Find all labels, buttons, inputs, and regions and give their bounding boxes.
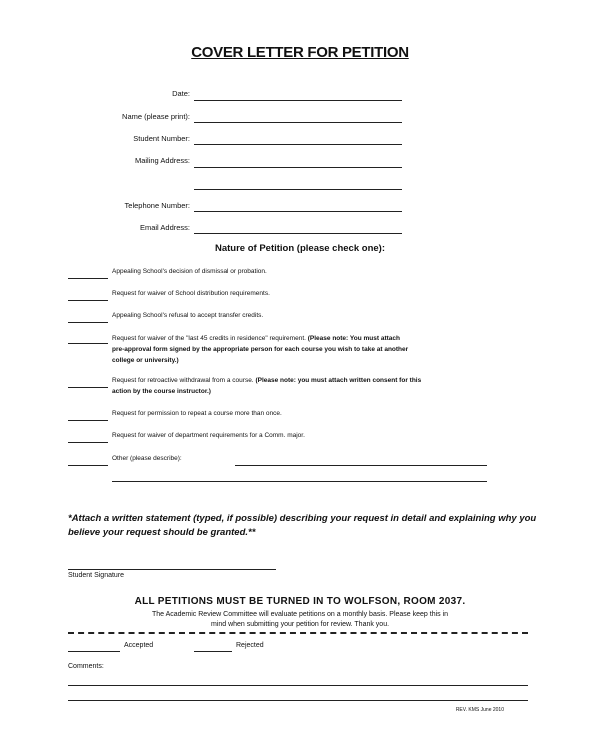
office-use-divider [68,632,528,634]
comments-line-1[interactable] [68,685,528,686]
option-5-note-2: action by the course instructor.) [112,388,211,395]
attach-statement-note: *Attach a written statement (typed, if possible) describing your request in detail and explaining why you believe your request should be granted.** [68,513,537,538]
turn-in-heading: ALL PETITIONS MUST BE TURNED IN TO WOLFSON, ROOM 2037. [134,596,466,607]
date-label: Date: [172,89,190,98]
option-2-text: Request for waiver of School distribution requirements. [112,290,270,297]
student-signature-label: Student Signature [68,572,125,579]
option-5-block [112,375,482,397]
other-describe-field[interactable] [235,465,487,466]
review-note-line-1: The Academic Review Committee will evaluate petitions on a monthly basis. Please keep this in [151,611,449,618]
option-7-checkline[interactable] [68,442,108,443]
option-5-text: Request for retroactive withdrawal from a course. [112,377,254,384]
telephone-field[interactable] [194,211,402,212]
option-7-text: Request for waiver of department requirements for a Comm. major. [112,432,305,439]
option-4-note-2: pre-approval form signed by the appropriate person for each course you wish to take at another [112,346,409,353]
student-number-label: Student Number: [133,134,190,143]
accepted-field[interactable] [68,651,120,652]
option-8-text: Other (please describe): [112,455,182,462]
revision-footer: REV. KMS June 2010 [455,707,504,713]
comments-label: Comments: [68,663,104,670]
signature-field[interactable] [68,569,276,570]
mailing-address-label: Mailing Address: [134,156,190,165]
review-note-line-2: mind when submitting your petition for review. Thank you. [210,621,390,628]
name-label: Name (please print): [122,112,190,121]
date-field[interactable] [194,100,402,101]
option-4-block [112,333,472,366]
option-6-checkline[interactable] [68,420,108,421]
email-label: Email Address: [139,223,190,232]
option-5-checkline[interactable] [68,387,108,388]
rejected-field[interactable] [194,651,232,652]
option-4-note: (Please note: You must attach [307,335,400,342]
option-3-text: Appealing School's refusal to accept transfer credits. [112,312,264,319]
option-4-checkline[interactable] [68,343,108,344]
option-1-text: Appealing School's decision of dismissal or probation. [112,268,267,275]
email-field[interactable] [194,233,402,234]
mailing-address-field[interactable] [194,167,402,168]
option-8-checkline[interactable] [68,465,108,466]
name-field[interactable] [194,122,402,123]
student-number-field[interactable] [194,144,402,145]
option-4-text: Request for waiver of the "last 45 credits in residence" requirement. [112,335,306,342]
nature-of-petition-heading: Nature of Petition (please check one): [215,243,385,254]
option-4-note-3: college or university.) [112,357,179,364]
telephone-label: Telephone Number: [124,201,190,210]
option-6-text: Request for permission to repeat a course more than once. [112,410,282,417]
rejected-label: Rejected [236,642,264,649]
page-title: COVER LETTER FOR PETITION [191,44,409,61]
option-1-checkline[interactable] [68,278,108,279]
accepted-label: Accepted [124,642,154,649]
option-3-checkline[interactable] [68,322,108,323]
other-describe-field-2[interactable] [112,481,487,482]
review-note [0,610,600,630]
option-2-checkline[interactable] [68,300,108,301]
option-5-note: (Please note: you must attach written consent for this [255,377,422,384]
comments-line-2[interactable] [68,700,528,701]
mailing-address-field-2[interactable] [194,189,402,190]
